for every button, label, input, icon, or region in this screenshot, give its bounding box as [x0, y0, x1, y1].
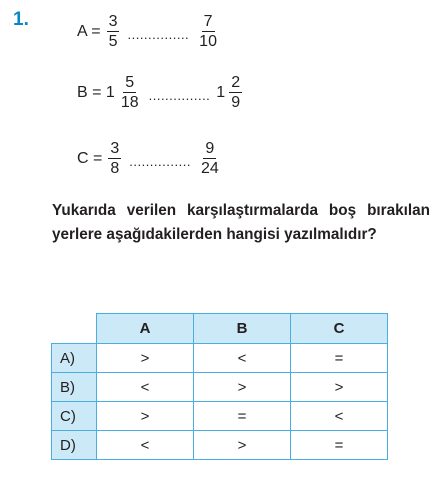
table-cell: < — [97, 373, 194, 402]
numerator: 7 — [203, 13, 213, 30]
table-cell: = — [291, 344, 388, 373]
option-label[interactable]: D) — [52, 431, 97, 460]
denominator: 5 — [108, 33, 118, 50]
denominator: 8 — [110, 160, 120, 177]
whole-number: 1 — [105, 84, 115, 101]
option-row-a[interactable] — [52, 344, 388, 373]
fraction-left — [108, 139, 121, 179]
column-header-a: A — [97, 314, 194, 344]
denominator: 18 — [120, 94, 139, 111]
table-cell: > — [97, 402, 194, 431]
fraction-left — [107, 12, 120, 52]
header-blank-cell — [52, 314, 97, 344]
blank-dots: ............... — [148, 87, 211, 103]
denominator: 10 — [199, 33, 217, 50]
question-number: 1. — [13, 9, 29, 30]
expression-label: B = — [77, 84, 106, 101]
option-row-b[interactable] — [52, 373, 388, 402]
option-row-c[interactable] — [52, 402, 388, 431]
table-cell: < — [97, 431, 194, 460]
option-label[interactable]: B) — [52, 373, 97, 402]
column-header-c: C — [291, 314, 388, 344]
table-cell: < — [194, 344, 291, 373]
blank-dots: ............... — [127, 26, 190, 42]
denominator: 24 — [200, 160, 219, 177]
expression-a — [77, 6, 221, 58]
numerator: 5 — [125, 74, 135, 91]
denominator: 9 — [231, 94, 241, 111]
expression-label: C = — [77, 150, 103, 167]
fraction-right — [199, 139, 221, 179]
table-cell: > — [194, 373, 291, 402]
fraction-right — [197, 12, 219, 52]
table-cell: > — [291, 373, 388, 402]
table-header-row — [52, 314, 388, 344]
blank-dots: ............... — [129, 153, 191, 169]
table-cell: > — [97, 344, 194, 373]
numerator: 9 — [205, 140, 215, 157]
table-cell: < — [291, 402, 388, 431]
fraction-right — [229, 73, 242, 113]
fraction-left — [119, 73, 141, 113]
option-label[interactable]: C) — [52, 402, 97, 431]
answer-options-table — [51, 313, 388, 460]
numerator: 2 — [231, 74, 241, 91]
numerator: 3 — [110, 140, 120, 157]
column-header-b: B — [194, 314, 291, 344]
whole-number: 1 — [216, 84, 226, 101]
table-cell: = — [291, 431, 388, 460]
numerator: 3 — [108, 13, 118, 30]
option-label[interactable]: A) — [52, 344, 97, 373]
question-text: Yukarıda verilen karşılaştırmalarda boş bırakılan yerlere aşağıdakilerden hangisi yazılmalıdır? — [52, 202, 430, 243]
option-row-d[interactable] — [52, 431, 388, 460]
table-cell: = — [194, 402, 291, 431]
expression-b — [77, 67, 244, 119]
table-cell: > — [194, 431, 291, 460]
expression-c — [77, 133, 223, 185]
expression-label: A = — [77, 23, 101, 40]
